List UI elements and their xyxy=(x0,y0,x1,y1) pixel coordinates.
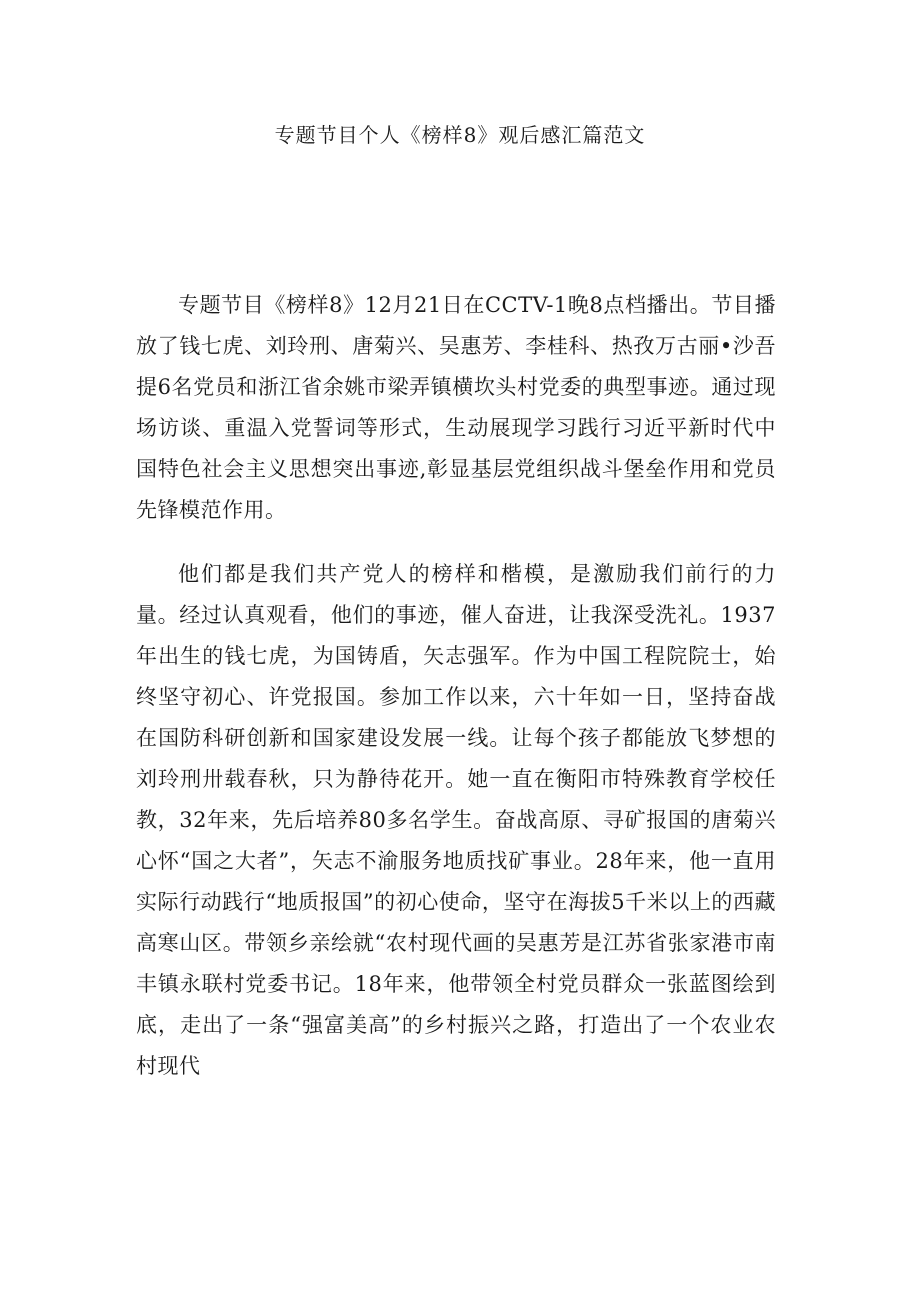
document-title: 专题节目个人《榜样8》观后感汇篇范文 xyxy=(274,123,646,147)
document-body xyxy=(136,285,776,1110)
paragraph: 他们都是我们共产党人的榜样和楷模，是激励我们前行的力量。经过认真观看，他们的事迹，催人奋进，让我深受洗礼。1937年出生的钱七虎，为国铸盾，矢志强军。作为中国工程院院士，始终坚守初心、许党报国。参加工作以来，六十年如一日，坚持奋战在国防科研创新和国家建设发展一线。让每个孩子都能放飞梦想的刘玲刑卅载春秋，只为静待花开。她一直在衡阳市特殊教育学校任教，32年来，先后培养80多名学生。奋战高原、寻矿报国的唐菊兴心怀“国之大者”，矢志不渝服务地质找矿事业。28年来，他一直用实际行动践行“地质报国”的初心使命，坚守在海拔5千米以上的西藏高寒山区。带领乡亲绘就“农村现代画的吴惠芳是江苏省张家港市南丰镇永联村党委书记。18年来，他带领全村党员群众一张蓝图绘到底，走出了一条“强富美高”的乡村振兴之路，打造出了一个农业农村现代 xyxy=(136,562,776,1078)
paragraph: 专题节目《榜样8》12月21日在CCTV-1晚8点档播出。节目播放了钱七虎、刘玲刑、唐菊兴、吴惠芳、李桂科、热孜万古丽•沙吾提6名党员和浙江省余姚市梁弄镇横坎头村党委的典型事迹。通过现场访谈、重温入党誓词等形式，生动展现学习践行习近平新时代中国特色社会主义思想突出事迹,彰显基层党组织战斗堡垒作用和党员先锋模范作用。 xyxy=(136,293,776,522)
